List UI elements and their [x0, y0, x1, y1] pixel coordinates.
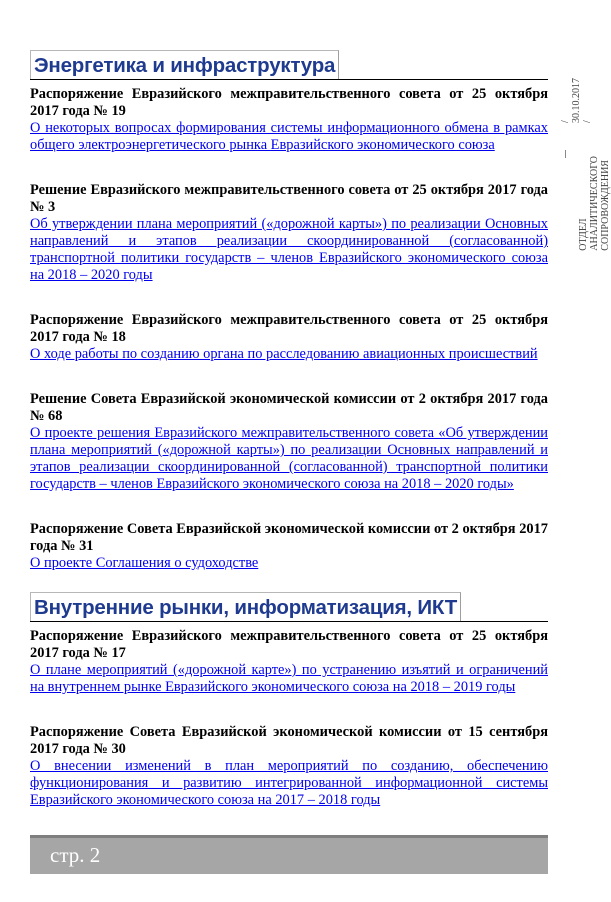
entry-title: Решение Евразийского межправительственного совета от 25 октября 2017 года № 3: [30, 182, 548, 215]
entry-link[interactable]: О некоторых вопросах формирования системы информационного обмена в рамках общего электроэнергетического рынка Евразийского экономического союза: [30, 120, 548, 153]
page-footer: [30, 835, 548, 874]
list-item: [30, 521, 548, 572]
entry-title: Распоряжение Евразийского межправительственного совета от 25 октября 2017 года № 19: [30, 86, 548, 119]
entry-title: Распоряжение Евразийского межправительственного совета от 25 октября 2017 года № 17: [30, 628, 548, 661]
entry-link[interactable]: О проекте решения Евразийского межправительственного совета «Об утверждении плана мероприятий («дорожной карты») по реализации Основных направлений и этапов реализации скоординированной (согласованной) транспортной политики государств – членов Евразийского экономического союза на 2018 – 2020 годы»: [30, 425, 548, 492]
entry-title: Распоряжение Совета Евразийской экономической комиссии от 15 сентября 2017 года № 30: [30, 724, 548, 757]
page-number: стр. 2: [50, 843, 101, 867]
entry-link[interactable]: О плане мероприятий («дорожной карте») по устранению изъятий и ограничений на внутреннем рынке Евразийского экономического союза на 2018 – 2019 годы: [30, 662, 548, 695]
section-rule: [30, 79, 548, 80]
entry-link[interactable]: О проекте Соглашения о судоходстве: [30, 555, 259, 571]
list-item: [30, 86, 548, 154]
section-header-energy: [30, 44, 548, 80]
section-title: Энергетика и инфраструктура: [34, 53, 336, 77]
section-title: Внутренние рынки, информатизация, ИКТ: [34, 595, 458, 619]
list-item: [30, 628, 548, 696]
entry-link[interactable]: О ходе работы по созданию органа по расследованию авиационных происшествий: [30, 346, 538, 362]
list-item: [30, 391, 548, 493]
list-item: [30, 182, 548, 284]
section-header-markets: [30, 586, 548, 622]
entry-title: Распоряжение Евразийского межправительственного совета от 25 октября 2017 года № 18: [30, 312, 548, 345]
sidebar-divider: [565, 150, 566, 158]
report-date: / 30.10.2017 /: [560, 78, 593, 123]
section-rule: [30, 621, 548, 622]
entry-link[interactable]: Об утверждении плана мероприятий («дорожной карты») по реализации Основных направлений и этапов реализации скоординированной (согласованной) транспортной политики государств – членов Евразийского экономического союза на 2018 – 2020 годы: [30, 216, 548, 283]
entry-title: Распоряжение Совета Евразийской экономической комиссии от 2 октября 2017 года № 31: [30, 521, 548, 554]
department-name: ОТДЕЛ АНАЛИТИЧЕСКОГО СОПРОВОЖДЕНИЯ: [578, 156, 611, 251]
list-item: [30, 724, 548, 809]
entry-link[interactable]: О внесении изменений в план мероприятий по созданию, обеспечению функционирования и развитию интегрированной информационной системы Евразийского экономического союза на 2017 – 2018 годы: [30, 758, 548, 808]
entry-title: Решение Совета Евразийской экономической комиссии от 2 октября 2017 года № 68: [30, 391, 548, 424]
section-title-box: [30, 592, 461, 622]
document-content: [30, 0, 548, 809]
list-item: [30, 312, 548, 363]
section-title-box: [30, 50, 339, 80]
